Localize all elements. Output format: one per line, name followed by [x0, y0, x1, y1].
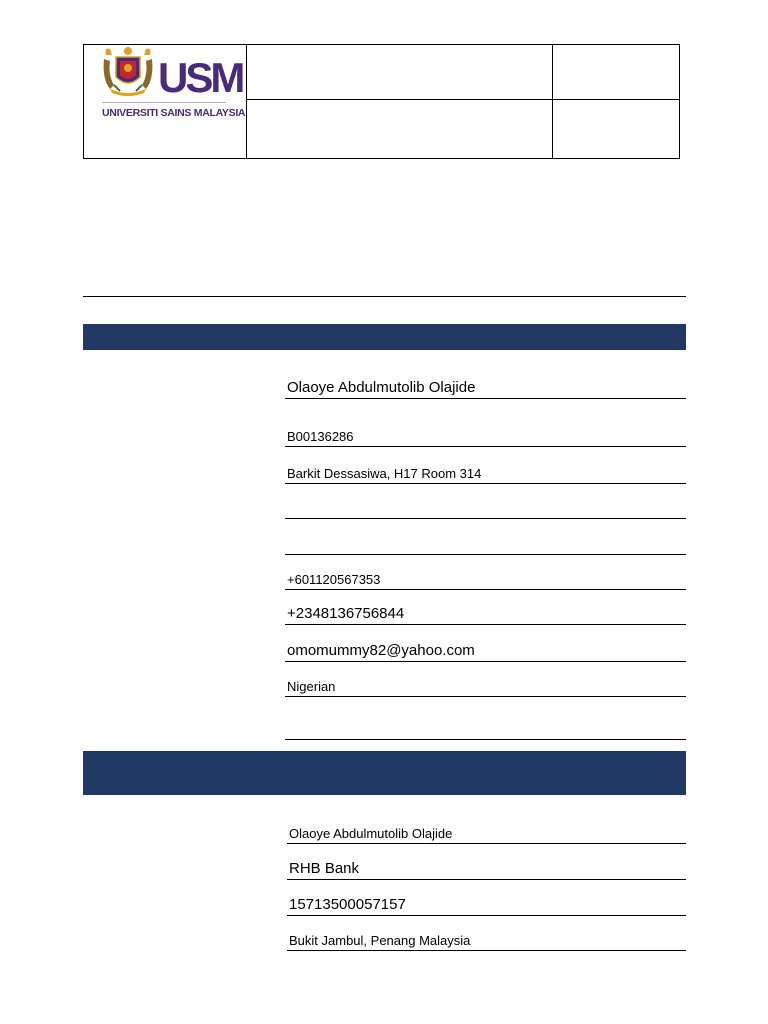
field-value: 15713500057157 [289, 896, 406, 913]
header-divider [552, 45, 553, 158]
field-value: Olaoye Abdulmutolib Olajide [289, 826, 453, 841]
field-value: Barkit Dessasiwa, H17 Room 314 [287, 466, 482, 481]
field-matric[interactable] [285, 420, 686, 447]
header-divider [246, 45, 247, 158]
section-band-bank [83, 751, 686, 795]
field-phone-home[interactable] [285, 598, 686, 625]
field-value: RHB Bank [289, 860, 360, 877]
usm-wordmark [158, 54, 243, 101]
usm-crest-icon [100, 45, 156, 99]
field-value: Bukit Jambul, Penang Malaysia [289, 933, 471, 948]
university-name: UNIVERSITI SAINS MALAYSIA [102, 107, 246, 119]
field-account-number[interactable] [287, 888, 686, 916]
field-value: Nigerian [287, 679, 336, 694]
field-branch[interactable] [287, 924, 686, 951]
field-phone-local[interactable] [285, 563, 686, 590]
field-value: Olaoye Abdulmutolib Olajide [287, 379, 476, 396]
field-blank[interactable] [285, 712, 686, 740]
field-value: +2348136756844 [287, 605, 405, 622]
header-table [83, 44, 680, 159]
field-blank[interactable] [285, 528, 686, 555]
field-value: B00136286 [287, 429, 354, 444]
field-value: omomummy82@yahoo.com [287, 642, 475, 659]
svg-text:USM: USM [158, 54, 243, 101]
field-address[interactable] [285, 456, 686, 484]
field-email[interactable] [285, 634, 686, 662]
section-band-personal [83, 324, 686, 350]
field-bank-name[interactable] [287, 852, 686, 880]
field-nationality[interactable] [285, 670, 686, 697]
field-blank[interactable] [285, 492, 686, 519]
logo-rule [102, 102, 226, 103]
field-account-name[interactable] [287, 817, 686, 844]
university-logo [98, 45, 246, 160]
field-value: +601120567353 [287, 572, 381, 587]
divider-rule [83, 296, 686, 297]
field-name[interactable] [285, 372, 686, 399]
header-row-divider [246, 99, 679, 100]
